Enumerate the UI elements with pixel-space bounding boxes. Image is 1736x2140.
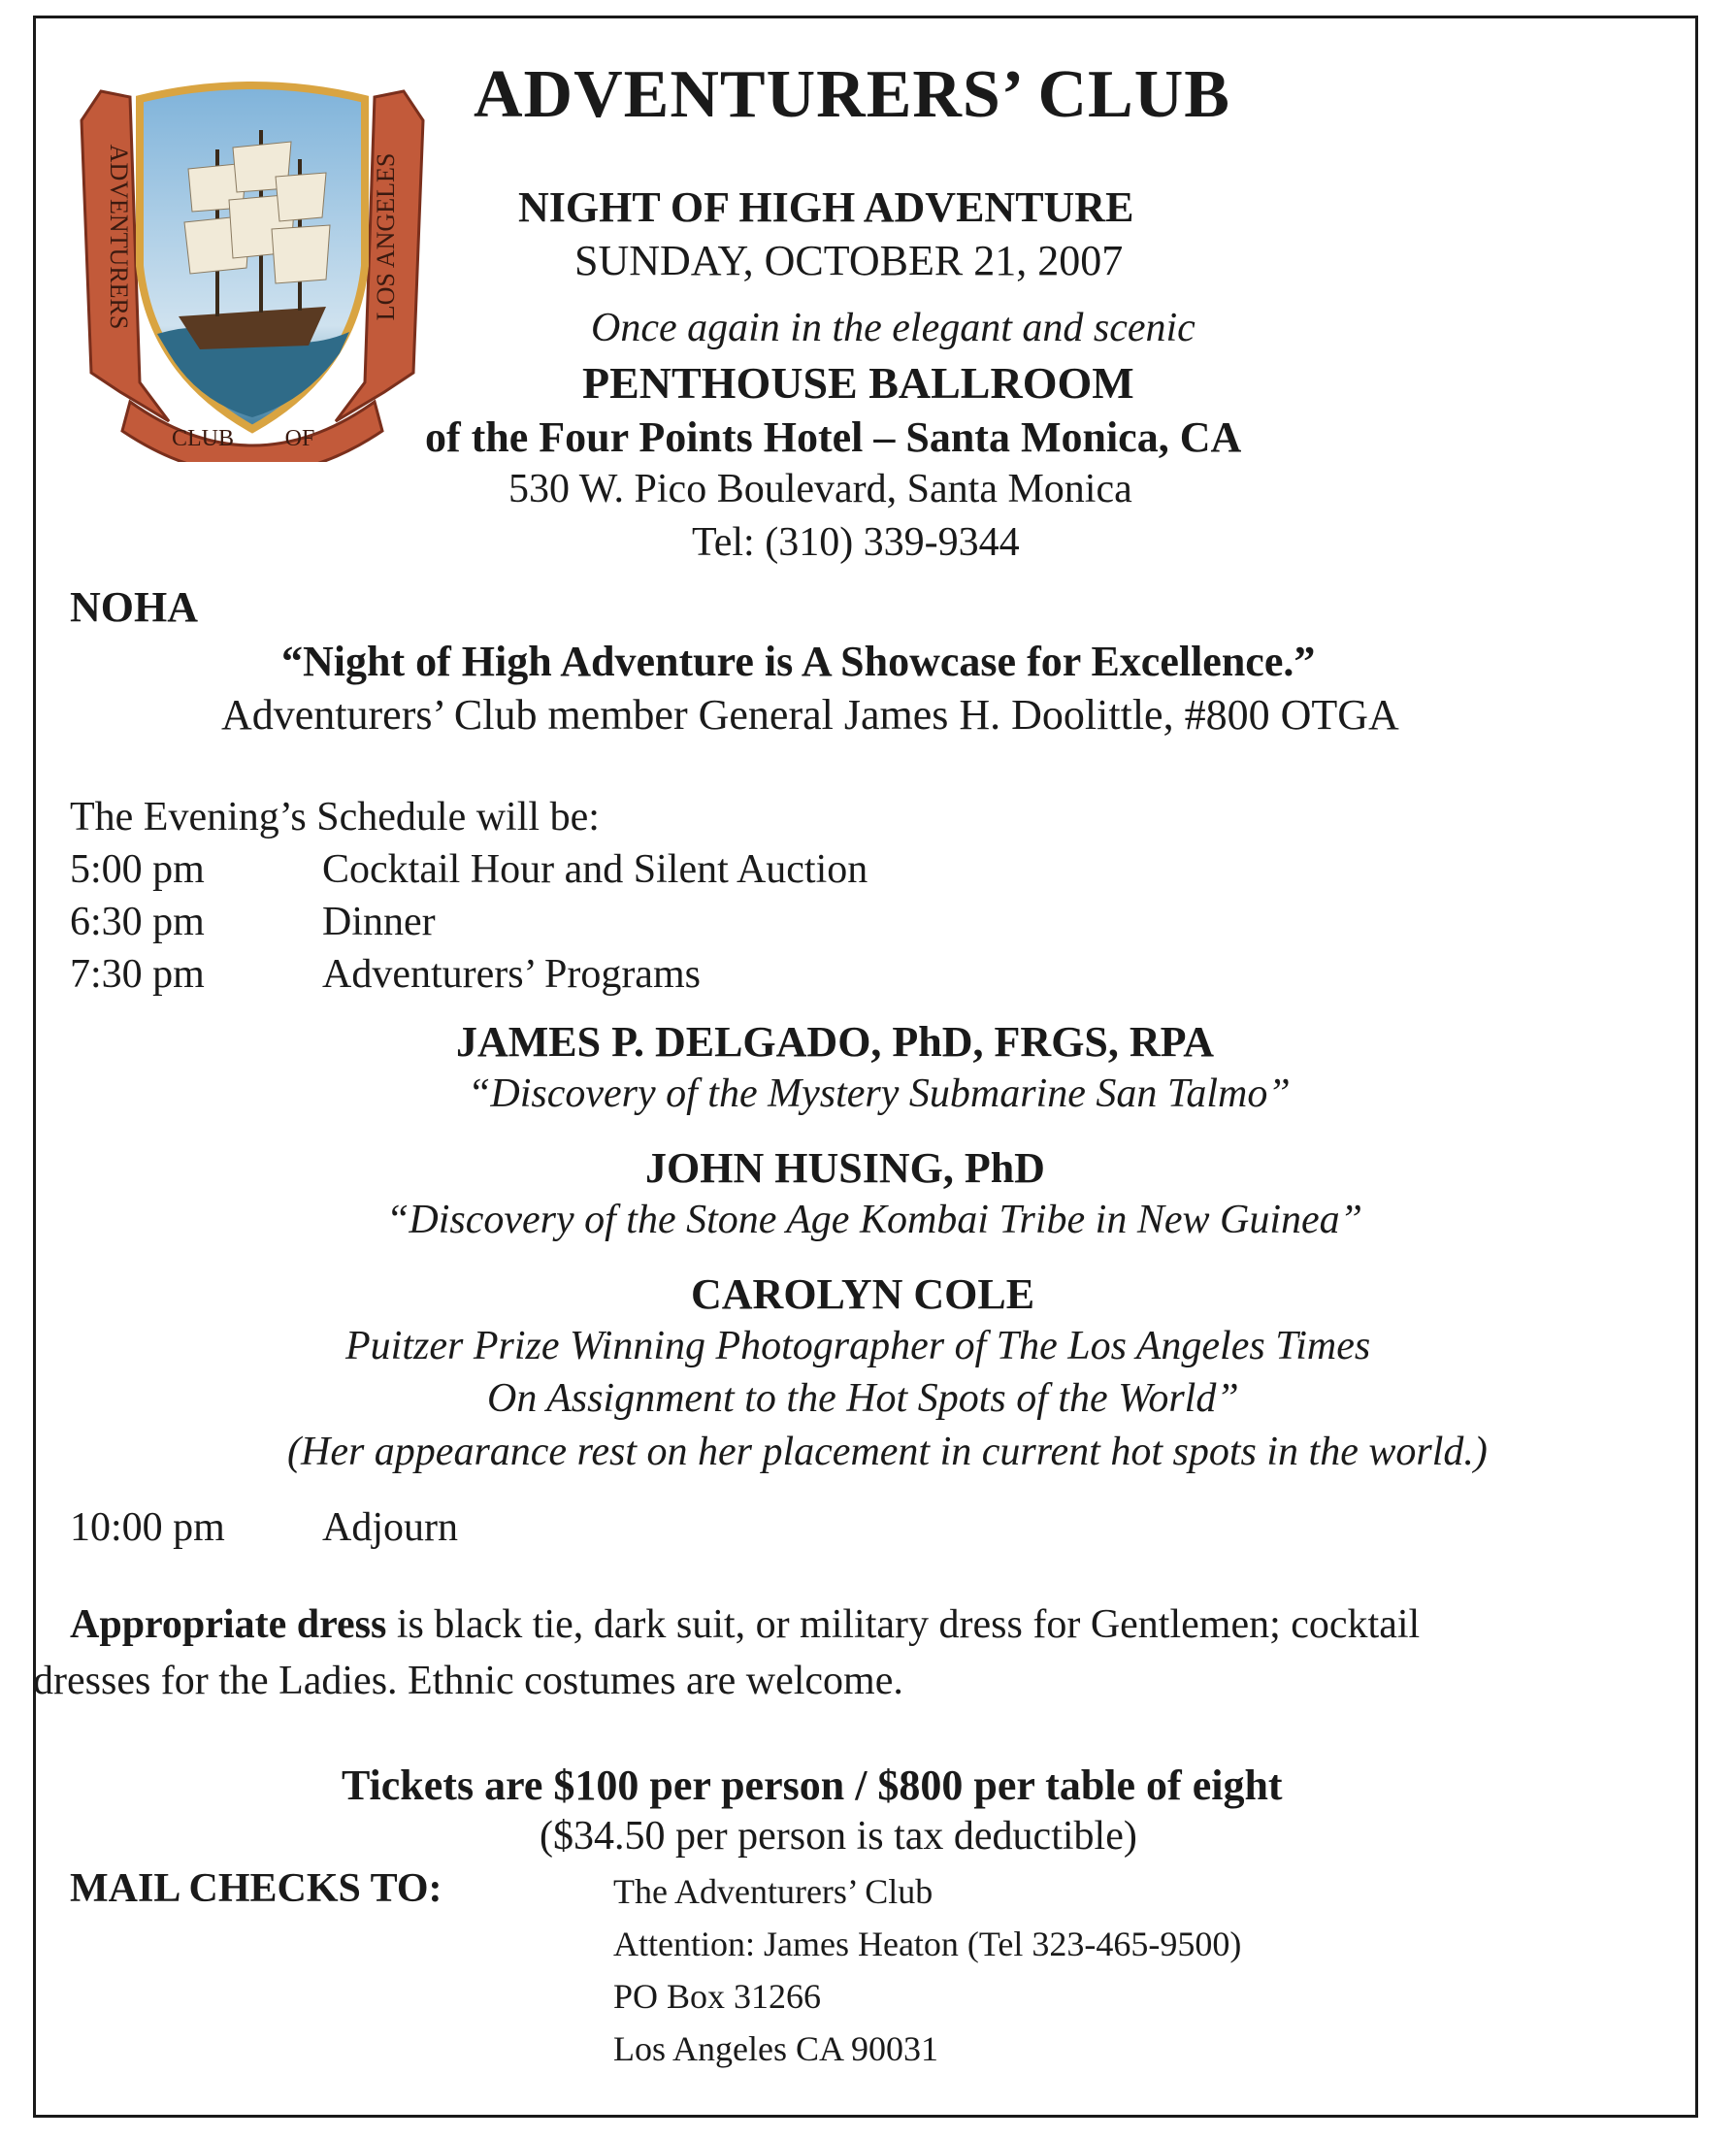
page-title: ADVENTURERS’ CLUB [474,57,1230,132]
schedule-time: 6:30 pm [70,900,205,944]
tax-deductible-note: ($34.50 per person is tax deductible) [540,1814,1137,1859]
speaker-talk: On Assignment to the Hot Spots of the World” [487,1376,1239,1421]
speaker-name: JAMES P. DELGADO, PhD, FRGS, RPA [456,1018,1215,1066]
hotel-name: of the Four Points Hotel – Santa Monica, CA [425,413,1242,461]
schedule-activity: Adjourn [322,1505,458,1550]
venue-address: 530 W. Pico Boulevard, Santa Monica [508,467,1132,511]
ticket-price: Tickets are $100 per person / $800 per table of eight [342,1761,1283,1809]
dress-code [70,1601,1420,1648]
event-name: NIGHT OF HIGH ADVENTURE [518,183,1134,231]
venue-intro: Once again in the elegant and scenic [591,306,1196,350]
schedule-intro: The Evening’s Schedule will be: [70,795,600,840]
mail-address-line: The Adventurers’ Club [613,1872,934,1911]
speaker-name: CAROLYN COLE [691,1270,1035,1318]
schedule-activity: Cocktail Hour and Silent Auction [322,847,868,892]
noha-attribution: Adventurers’ Club member General James H. Doolittle, #800 OTGA [221,691,1399,739]
venue-name: PENTHOUSE BALLROOM [582,358,1134,408]
event-date: SUNDAY, OCTOBER 21, 2007 [574,237,1124,284]
speaker-talk: (Her appearance rest on her placement in current hot spots in the world.) [287,1430,1488,1474]
speaker-talk: “Discovery of the Stone Age Kombai Tribe in New Guinea” [386,1198,1362,1242]
speaker-talk: “Discovery of the Mystery Submarine San Talmo” [468,1071,1291,1116]
crest-text-bottom-left: CLUB [171,426,235,451]
schedule-time: 5:00 pm [70,847,205,892]
mail-address-line: Los Angeles CA 90031 [613,2029,939,2068]
noha-label: NOHA [70,583,198,631]
speaker-talk: Puitzer Prize Winning Photographer of The Los Angeles Times [345,1324,1371,1368]
speaker-name: JOHN HUSING, PhD [645,1144,1045,1192]
sailing-ship-crest-icon [62,62,442,462]
schedule-activity: Adventurers’ Programs [322,952,701,997]
schedule-activity: Dinner [322,900,436,944]
mail-address-line: Attention: James Heaton (Tel 323-465-9500) [613,1925,1242,1963]
crest-text-left: ADVENTURERS [105,144,133,330]
crest-text-bottom-right: OF [284,426,315,451]
dress-code-line2: dresses for the Ladies. Ethnic costumes are welcome. [33,1659,903,1703]
dress-code-lead: Appropriate dress [70,1602,387,1647]
venue-phone: Tel: (310) 339-9344 [692,520,1020,565]
mail-checks-label: MAIL CHECKS TO: [70,1866,442,1911]
schedule-time: 10:00 pm [70,1505,225,1550]
mail-address-line: PO Box 31266 [613,1977,822,2016]
dress-code-text: is black tie, dark suit, or military dress for Gentlemen; cocktail [386,1602,1421,1647]
crest-text-right: LOS ANGELES [372,152,400,321]
schedule-time: 7:30 pm [70,952,205,997]
noha-quote: “Night of High Adventure is A Showcase for Excellence.” [281,638,1316,685]
